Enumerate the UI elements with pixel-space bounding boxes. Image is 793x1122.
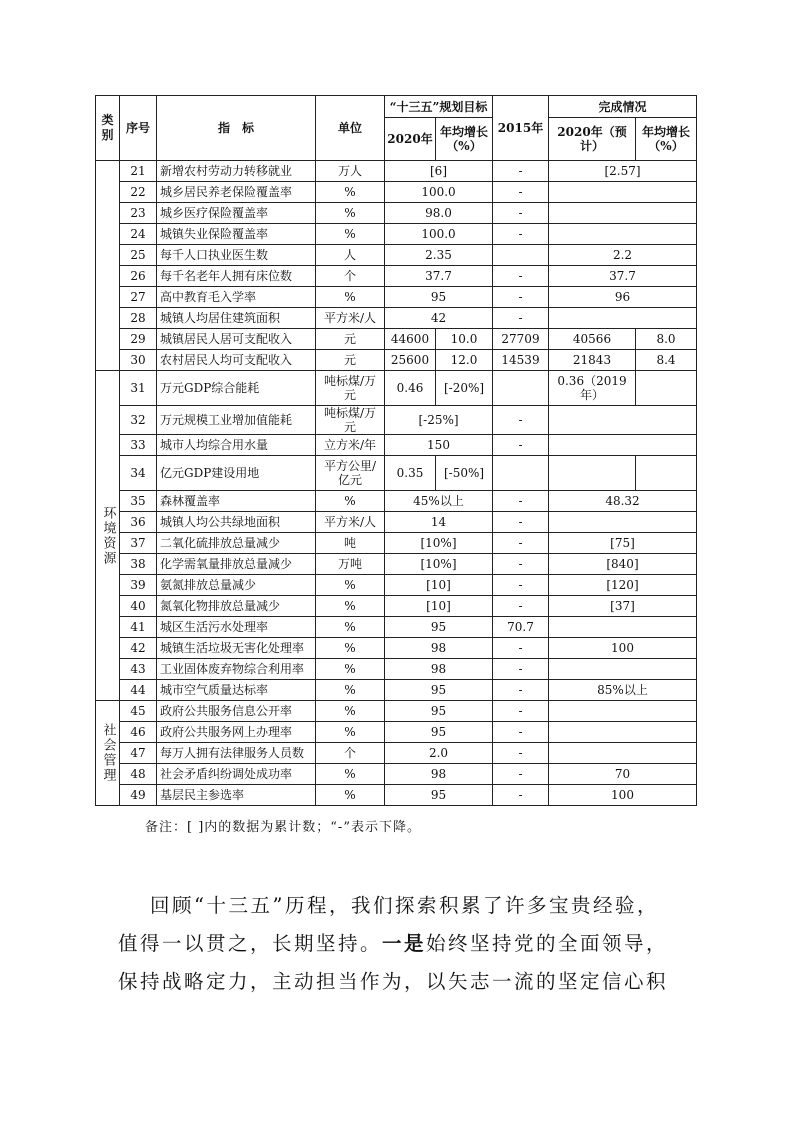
value-cell: [-25%] bbox=[385, 406, 493, 435]
value-cell bbox=[549, 224, 697, 245]
unit-cell: % bbox=[316, 701, 385, 722]
value-cell: - bbox=[493, 722, 549, 743]
row-number: 33 bbox=[120, 435, 157, 456]
table-row bbox=[96, 406, 697, 435]
value-cell: 150 bbox=[385, 435, 493, 456]
value-cell bbox=[549, 456, 636, 491]
paragraph-line-3: 保持战略定力，主动担当作为，以矢志一流的坚定信心积 bbox=[118, 970, 669, 993]
value-cell: 95 bbox=[385, 617, 493, 638]
row-number: 46 bbox=[120, 722, 157, 743]
value-cell bbox=[549, 701, 697, 722]
row-number: 42 bbox=[120, 638, 157, 659]
indicator-name: 森林覆盖率 bbox=[157, 491, 316, 512]
value-cell bbox=[549, 659, 697, 680]
table-row bbox=[96, 371, 697, 406]
value-cell: - bbox=[493, 435, 549, 456]
indicator-name: 万元规模工业增加值能耗 bbox=[157, 406, 316, 435]
indicator-name: 城乡居民养老保险覆盖率 bbox=[157, 182, 316, 203]
header-2015: 2015年 bbox=[493, 96, 549, 161]
unit-cell: 平方米/人 bbox=[316, 512, 385, 533]
value-cell: 100.0 bbox=[385, 182, 493, 203]
category-cell: 社会管理 bbox=[96, 701, 120, 806]
indicator-name: 城市空气质量达标率 bbox=[157, 680, 316, 701]
value-cell: 0.36（2019年） bbox=[549, 371, 636, 406]
unit-cell: % bbox=[316, 182, 385, 203]
value-cell: [2.57] bbox=[549, 161, 697, 182]
value-cell: - bbox=[493, 680, 549, 701]
table-row bbox=[96, 245, 697, 266]
value-cell: 98 bbox=[385, 659, 493, 680]
table-note: 备注：[ ]内的数据为累计数；“-”表示下降。 bbox=[145, 820, 421, 835]
table-row bbox=[96, 533, 697, 554]
table-row bbox=[96, 266, 697, 287]
value-cell: 95 bbox=[385, 785, 493, 806]
indicator-name: 城区生活污水处理率 bbox=[157, 617, 316, 638]
value-cell: [-20%] bbox=[436, 371, 493, 406]
value-cell bbox=[636, 456, 697, 491]
table-row bbox=[96, 722, 697, 743]
value-cell: 37.7 bbox=[549, 266, 697, 287]
indicator-name: 亿元GDP建设用地 bbox=[157, 456, 316, 491]
value-cell: 37.7 bbox=[385, 266, 493, 287]
row-number: 48 bbox=[120, 764, 157, 785]
table-row bbox=[96, 350, 697, 371]
table-row bbox=[96, 617, 697, 638]
indicator-name: 城镇生活垃圾无害化处理率 bbox=[157, 638, 316, 659]
table-row bbox=[96, 554, 697, 575]
value-cell: 95 bbox=[385, 722, 493, 743]
value-cell: - bbox=[493, 406, 549, 435]
paragraph-text: 值得一以贯之，长期坚持。 bbox=[118, 932, 383, 955]
indicator-name: 基层民主参选率 bbox=[157, 785, 316, 806]
unit-cell: 元 bbox=[316, 329, 385, 350]
value-cell bbox=[549, 203, 697, 224]
value-cell bbox=[549, 722, 697, 743]
value-cell: 70.7 bbox=[493, 617, 549, 638]
value-cell: [10] bbox=[385, 596, 493, 617]
row-number: 44 bbox=[120, 680, 157, 701]
value-cell: - bbox=[493, 491, 549, 512]
value-cell: 95 bbox=[385, 701, 493, 722]
indicator-name: 政府公共服务信息公开率 bbox=[157, 701, 316, 722]
header-plan: “十三五”规划目标 bbox=[385, 96, 493, 118]
row-number: 21 bbox=[120, 161, 157, 182]
value-cell: - bbox=[493, 287, 549, 308]
header-plan-growth: 年均增长（%） bbox=[436, 118, 493, 161]
unit-cell: 元 bbox=[316, 350, 385, 371]
row-number: 29 bbox=[120, 329, 157, 350]
unit-cell: 万人 bbox=[316, 161, 385, 182]
table-row bbox=[96, 785, 697, 806]
table-row bbox=[96, 512, 697, 533]
header-plan-2020: 2020年 bbox=[385, 118, 436, 161]
unit-cell: % bbox=[316, 659, 385, 680]
table-row bbox=[96, 701, 697, 722]
value-cell: - bbox=[493, 764, 549, 785]
table-row bbox=[96, 203, 697, 224]
row-number: 41 bbox=[120, 617, 157, 638]
value-cell: [10%] bbox=[385, 554, 493, 575]
unit-cell: 人 bbox=[316, 245, 385, 266]
value-cell: - bbox=[493, 701, 549, 722]
value-cell: 10.0 bbox=[436, 329, 493, 350]
value-cell: - bbox=[493, 512, 549, 533]
table-row bbox=[96, 638, 697, 659]
table-row bbox=[96, 329, 697, 350]
value-cell: 8.4 bbox=[636, 350, 697, 371]
unit-cell: % bbox=[316, 638, 385, 659]
category-cell: 环境资源 bbox=[96, 371, 120, 701]
row-number: 23 bbox=[120, 203, 157, 224]
indicator-name: 城市人均综合用水量 bbox=[157, 435, 316, 456]
value-cell: 100 bbox=[549, 638, 697, 659]
value-cell: 25600 bbox=[385, 350, 436, 371]
row-number: 43 bbox=[120, 659, 157, 680]
value-cell: 2.35 bbox=[385, 245, 493, 266]
table-row bbox=[96, 680, 697, 701]
indicator-name: 新增农村劳动力转移就业 bbox=[157, 161, 316, 182]
value-cell: - bbox=[493, 659, 549, 680]
indicator-name: 城镇失业保险覆盖率 bbox=[157, 224, 316, 245]
table-row bbox=[96, 456, 697, 491]
value-cell: - bbox=[493, 203, 549, 224]
value-cell: - bbox=[493, 575, 549, 596]
row-number: 22 bbox=[120, 182, 157, 203]
value-cell: - bbox=[493, 554, 549, 575]
paragraph-text: 始终坚持党的全面领导， bbox=[426, 932, 669, 955]
unit-cell: % bbox=[316, 575, 385, 596]
table-row bbox=[96, 743, 697, 764]
value-cell: - bbox=[493, 266, 549, 287]
value-cell bbox=[549, 512, 697, 533]
value-cell: 42 bbox=[385, 308, 493, 329]
row-number: 36 bbox=[120, 512, 157, 533]
row-number: 31 bbox=[120, 371, 157, 406]
value-cell: - bbox=[493, 596, 549, 617]
value-cell: 14539 bbox=[493, 350, 549, 371]
indicator-name: 万元GDP综合能耗 bbox=[157, 371, 316, 406]
paragraph-emphasis: 一是 bbox=[382, 932, 427, 955]
unit-cell: % bbox=[316, 785, 385, 806]
value-cell: - bbox=[493, 785, 549, 806]
value-cell bbox=[549, 182, 697, 203]
unit-cell: % bbox=[316, 680, 385, 701]
value-cell: [-50%] bbox=[436, 456, 493, 491]
indicator-name: 每千人口执业医生数 bbox=[157, 245, 316, 266]
unit-cell: 吨标煤/万元 bbox=[316, 406, 385, 435]
header-indicator: 指 标 bbox=[157, 96, 316, 161]
row-number: 38 bbox=[120, 554, 157, 575]
indicator-name: 高中教育毛入学率 bbox=[157, 287, 316, 308]
indicator-name: 化学需氧量排放总量减少 bbox=[157, 554, 316, 575]
unit-cell: % bbox=[316, 287, 385, 308]
row-number: 32 bbox=[120, 406, 157, 435]
table-row bbox=[96, 659, 697, 680]
header-done-2020: 2020年（预计） bbox=[549, 118, 636, 161]
header-category: 类别 bbox=[96, 96, 120, 161]
row-number: 24 bbox=[120, 224, 157, 245]
value-cell bbox=[636, 371, 697, 406]
value-cell: - bbox=[493, 224, 549, 245]
row-number: 35 bbox=[120, 491, 157, 512]
value-cell: 0.35 bbox=[385, 456, 436, 491]
indicator-name: 城镇居民人居可支配收入 bbox=[157, 329, 316, 350]
paragraph-line-1: 回顾“十三五”历程，我们探索积累了许多宝贵经验， bbox=[150, 894, 659, 917]
value-cell: [75] bbox=[549, 533, 697, 554]
row-number: 40 bbox=[120, 596, 157, 617]
unit-cell: 平方米/人 bbox=[316, 308, 385, 329]
row-number: 25 bbox=[120, 245, 157, 266]
value-cell: 95 bbox=[385, 287, 493, 308]
table-row bbox=[96, 596, 697, 617]
value-cell bbox=[549, 406, 697, 435]
indicator-name: 城镇人均居住建筑面积 bbox=[157, 308, 316, 329]
unit-cell: % bbox=[316, 617, 385, 638]
value-cell: - bbox=[493, 308, 549, 329]
table-row bbox=[96, 287, 697, 308]
value-cell: - bbox=[493, 743, 549, 764]
row-number: 47 bbox=[120, 743, 157, 764]
indicator-name: 社会矛盾纠纷调处成功率 bbox=[157, 764, 316, 785]
row-number: 39 bbox=[120, 575, 157, 596]
value-cell bbox=[493, 371, 549, 406]
table-row bbox=[96, 764, 697, 785]
unit-cell: 万吨 bbox=[316, 554, 385, 575]
unit-cell: 个 bbox=[316, 743, 385, 764]
row-number: 34 bbox=[120, 456, 157, 491]
value-cell bbox=[549, 617, 697, 638]
row-number: 45 bbox=[120, 701, 157, 722]
value-cell: 12.0 bbox=[436, 350, 493, 371]
value-cell bbox=[549, 435, 697, 456]
value-cell: 44600 bbox=[385, 329, 436, 350]
header-done-growth: 年均增长（%） bbox=[636, 118, 697, 161]
value-cell: 14 bbox=[385, 512, 493, 533]
indicator-name: 氮氧化物排放总量减少 bbox=[157, 596, 316, 617]
value-cell: 85%以上 bbox=[549, 680, 697, 701]
unit-cell: 吨标煤/万元 bbox=[316, 371, 385, 406]
header-no: 序号 bbox=[120, 96, 157, 161]
indicator-name: 城镇人均公共绿地面积 bbox=[157, 512, 316, 533]
indicator-table bbox=[95, 95, 697, 806]
value-cell: 98 bbox=[385, 764, 493, 785]
table-row bbox=[96, 182, 697, 203]
unit-cell: 个 bbox=[316, 266, 385, 287]
unit-cell: 吨 bbox=[316, 533, 385, 554]
value-cell: 100.0 bbox=[385, 224, 493, 245]
value-cell: 2.0 bbox=[385, 743, 493, 764]
value-cell: 0.46 bbox=[385, 371, 436, 406]
value-cell: 96 bbox=[549, 287, 697, 308]
unit-cell: % bbox=[316, 491, 385, 512]
value-cell: 45%以上 bbox=[385, 491, 493, 512]
value-cell bbox=[493, 456, 549, 491]
table-row bbox=[96, 224, 697, 245]
value-cell: 98.0 bbox=[385, 203, 493, 224]
value-cell: - bbox=[493, 533, 549, 554]
unit-cell: % bbox=[316, 224, 385, 245]
unit-cell: % bbox=[316, 596, 385, 617]
value-cell: 40566 bbox=[549, 329, 636, 350]
row-number: 28 bbox=[120, 308, 157, 329]
value-cell: [10] bbox=[385, 575, 493, 596]
unit-cell: % bbox=[316, 203, 385, 224]
value-cell: 98 bbox=[385, 638, 493, 659]
indicator-name: 政府公共服务网上办理率 bbox=[157, 722, 316, 743]
table-row bbox=[96, 308, 697, 329]
value-cell: 48.32 bbox=[549, 491, 697, 512]
indicator-name: 工业固体废弃物综合利用率 bbox=[157, 659, 316, 680]
value-cell: 70 bbox=[549, 764, 697, 785]
value-cell bbox=[549, 743, 697, 764]
unit-cell: % bbox=[316, 764, 385, 785]
value-cell: 2.2 bbox=[549, 245, 697, 266]
value-cell: - bbox=[493, 638, 549, 659]
unit-cell: 立方米/年 bbox=[316, 435, 385, 456]
category-cell bbox=[96, 161, 120, 371]
row-number: 37 bbox=[120, 533, 157, 554]
row-number: 30 bbox=[120, 350, 157, 371]
value-cell: [6] bbox=[385, 161, 493, 182]
indicator-name: 每万人拥有法律服务人员数 bbox=[157, 743, 316, 764]
unit-cell: 平方公里/亿元 bbox=[316, 456, 385, 491]
row-number: 49 bbox=[120, 785, 157, 806]
indicator-name: 氨氮排放总量减少 bbox=[157, 575, 316, 596]
indicator-name: 城乡医疗保险覆盖率 bbox=[157, 203, 316, 224]
header-unit: 单位 bbox=[316, 96, 385, 161]
value-cell: [840] bbox=[549, 554, 697, 575]
value-cell bbox=[493, 245, 549, 266]
value-cell: [10%] bbox=[385, 533, 493, 554]
value-cell: 95 bbox=[385, 680, 493, 701]
value-cell: [37] bbox=[549, 596, 697, 617]
header-done: 完成情况 bbox=[549, 96, 697, 118]
value-cell: 100 bbox=[549, 785, 697, 806]
value-cell: 8.0 bbox=[636, 329, 697, 350]
value-cell: 27709 bbox=[493, 329, 549, 350]
row-number: 26 bbox=[120, 266, 157, 287]
table-row bbox=[96, 491, 697, 512]
value-cell: 21843 bbox=[549, 350, 636, 371]
paragraph-line-2 bbox=[118, 928, 668, 956]
value-cell bbox=[549, 308, 697, 329]
indicator-name: 农村居民人均可支配收入 bbox=[157, 350, 316, 371]
row-number: 27 bbox=[120, 287, 157, 308]
indicator-name: 每千名老年人拥有床位数 bbox=[157, 266, 316, 287]
value-cell: - bbox=[493, 182, 549, 203]
value-cell: [120] bbox=[549, 575, 697, 596]
table-row bbox=[96, 575, 697, 596]
indicator-name: 二氧化硫排放总量减少 bbox=[157, 533, 316, 554]
unit-cell: % bbox=[316, 722, 385, 743]
value-cell: - bbox=[493, 161, 549, 182]
table-row bbox=[96, 435, 697, 456]
table-row bbox=[96, 161, 697, 182]
